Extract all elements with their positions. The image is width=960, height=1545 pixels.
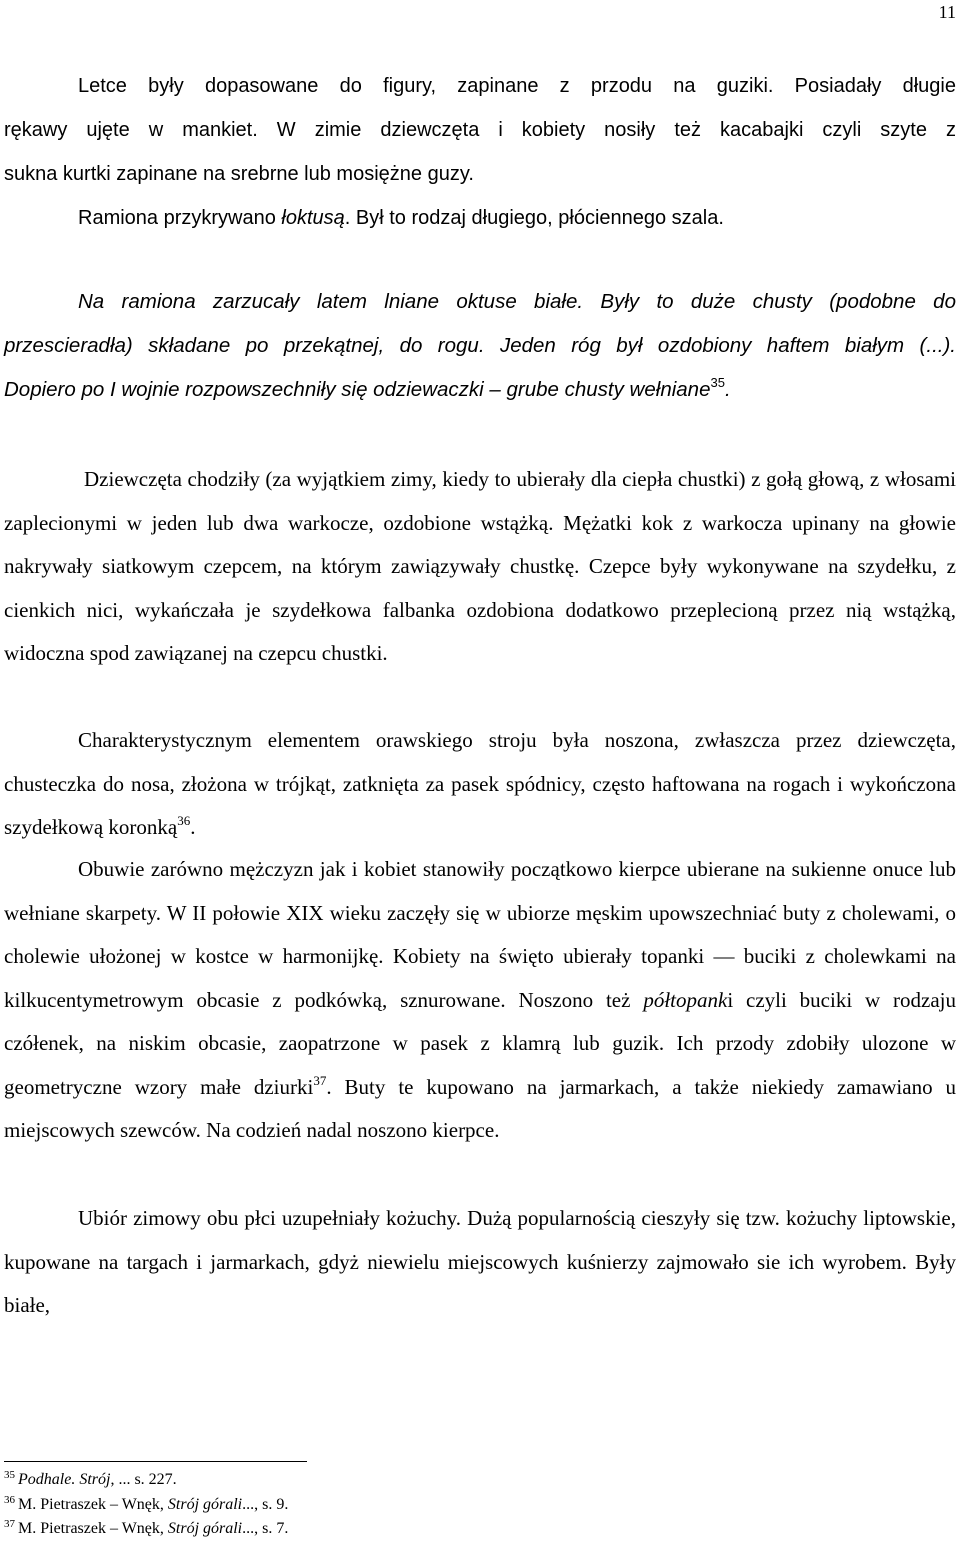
footnote-title: Strój górali (167, 1495, 243, 1513)
paragraph-dziewczeta: Dziewczęta chodziły (za wyjątkiem zimy, kiedy to ubierały dla ciepła chustki) z gołą głową, z włosami zaplecionymi w jeden lub dwa warkocze, ozdobione wstążką. Mężatki kok z warkocza upinany na głowie nakrywały siatkowym czepcem, na którym zawiązywały chustkę. Czepce były wykonywane na szydełku, z cienkich nici, wykańczała je szydełkowa falbanka ozdobiona dodatkowo przeplecioną przez nią wstążką, widoczna spod zawiązanej na czepcu chustki. (4, 467, 956, 665)
footnote-separator (4, 1461, 307, 1462)
text-line: Letce były dopasowane do figury, zapinane z przodu na guziki. Posiadały długie (78, 75, 956, 97)
paragraph-chusteczka (4, 719, 956, 850)
text-run: . Buty te kupowano na jarmarkach, a także niekiedy zamawiano u miejscowych szewców. Na codzień nadal noszono kierpce. (4, 1074, 956, 1142)
text-line: rękawy ujęte w mankiet. W zimie dziewczęta i kobiety nosiły też kacabajki czyli szyte z (4, 119, 956, 141)
text-run: Dopiero po I wojnie rozpowszechniły się odziewaczki – grube chusty wełniane (4, 378, 711, 401)
paragraph-letce (4, 64, 956, 196)
paragraph-obuwie (4, 848, 956, 1153)
quote-line (4, 368, 956, 412)
text-run: i czyli buciki w rodzaju czółenek, na niskim obcasie, zaopatrzone w pasek z klamrą lub guzik. Ich przody zdobiły ulozone w geometryczne wzory małe dziurki (4, 987, 956, 1099)
quotation (4, 280, 956, 412)
footnote-number: 37 (4, 1518, 15, 1530)
footnote-title: Strój górali (167, 1520, 243, 1537)
footnote (4, 1468, 288, 1493)
footnote-ref: 36 (177, 813, 191, 828)
text-run: . Był to rodzaj długiego, płóciennego szala. (344, 207, 724, 229)
paragraph-ramiona (4, 196, 956, 240)
text-line: sukna kurtki zapinane na srebrne lub mosiężne guzy. (4, 163, 474, 185)
quote-line: przescieradła) składane po przekątnej, do rogu. Jeden róg był ozdobiony haftem białym (...). (4, 334, 956, 357)
text-run: Obuwie zarówno mężczyzn jak i kobiet stanowiły początkowo kierpce ubierane na sukienne onuce lub wełniane skarpety. W II połowie XIX wieku zaczęły się w ubiorze męskim upowszechniać buty z cholewami, o cholewie ułożonej w kostce w harmonijkę. Kobiety na święto ubierały topanki — buciki z cholewkami na kilkucentymetrowym obcasie z podkówką, sznurowane. Noszono też (4, 857, 956, 1012)
footnote-text: , ... s. 227. (110, 1471, 177, 1488)
text-run: . (190, 815, 196, 839)
paragraph-kozuchy: Ubiór zimowy obu płci uzupełniały kożuchy. Dużą popularnością cieszyły się tzw. kożuchy liptowskie, kupowane na targach i jarmarkach, gdyż niewielu miejscowych kuśnierzy zajmowało sie ich wyrobem. Były białe, (4, 1206, 956, 1317)
text-run: Ramiona przykrywano (78, 207, 282, 229)
footnote-number: 35 (4, 1469, 15, 1481)
footnote-author: M. Pietraszek – Wnęk, (18, 1495, 168, 1513)
text-run: . (724, 378, 731, 401)
text-run: Charakterystycznym elementem orawskiego stroju była noszona, zwłaszcza przez dziewczęta, chusteczka do nosa, złożona w trójkąt, zatknięta za pasek spódnicy, często haftowana na rogach i wykończona szydełkową koronką (4, 728, 956, 839)
footnotes (4, 1468, 288, 1542)
footnote-title: Podhale. Strój (18, 1471, 111, 1488)
footnote (4, 1493, 288, 1518)
footnote-text: ..., s. 7. (242, 1520, 289, 1537)
footnote-ref: 35 (710, 375, 725, 390)
italic-term: półtopank (643, 987, 728, 1012)
footnote-ref: 37 (313, 1072, 327, 1088)
footnote-author: M. Pietraszek – Wnęk, (18, 1520, 168, 1537)
italic-term: łoktusą (281, 207, 345, 229)
footnote-text: ..., s. 9. (242, 1495, 289, 1513)
quote-line: Na ramiona zarzucały latem lniane oktuse białe. Były to duże chusty (podobne do (78, 290, 956, 313)
footnote-number: 36 (4, 1493, 15, 1506)
page-number: 11 (938, 2, 956, 22)
footnote (4, 1517, 288, 1542)
